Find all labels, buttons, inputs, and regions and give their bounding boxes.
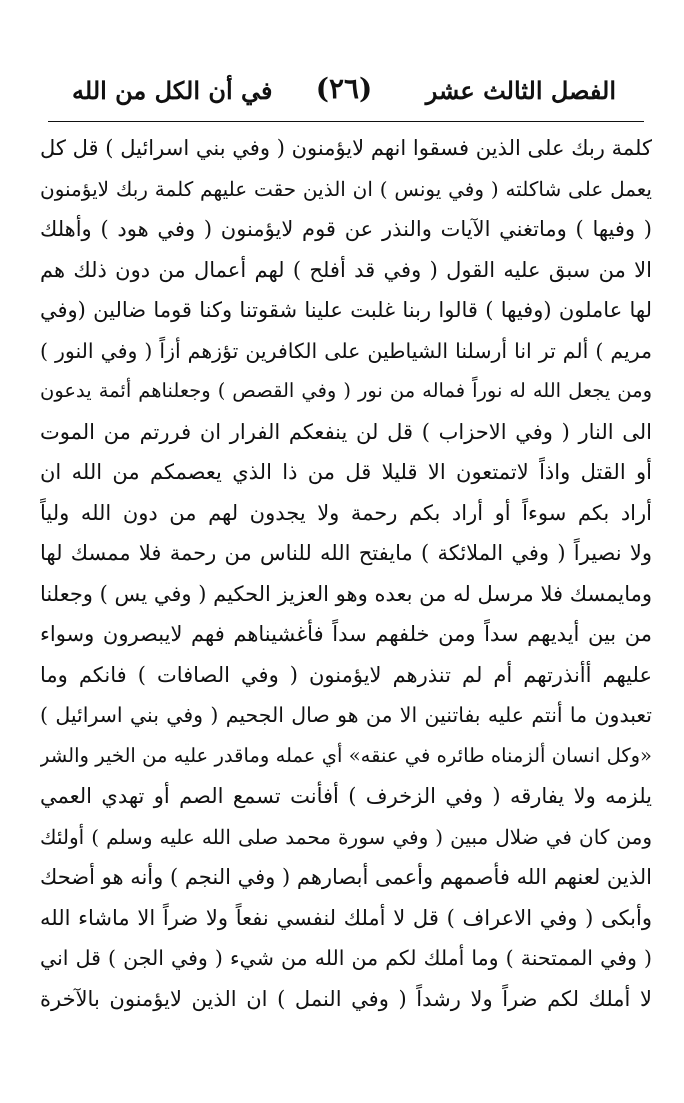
text-line: مريم ) ألم تر انا أرسلنا الشياطين على الكافرين تؤزهم أزاً ( وفي النور ) — [40, 338, 652, 363]
text-line: تعبدون ما أنتم عليه بفاتنين الا من هو صال الجحيم ( وفي بني اسرائيل ) — [40, 703, 652, 727]
body-text — [40, 128, 652, 1019]
text-line: ومن يجعل الله له نوراً فماله من نور ( وفي القصص ) وجعلناهم أئمة يدعون — [40, 379, 652, 402]
text-line: أراد بكم سوءاً أو أراد بكم رحمة ولا يجدون لهم من دون الله ولياً — [40, 500, 652, 525]
text-line: وأبكى ( وفي الاعراف ) قل لا أملك لنفسي نفعاً ولا ضراً الا ماشاء الله — [40, 905, 652, 930]
page-number: (٢٦) — [315, 72, 373, 105]
text-line: الا من سبق عليه القول ( وفي قد أفلح ) لهم أعمال من دون ذلك هم — [40, 257, 652, 282]
text-line: لا أملك لكم ضراً ولا رشداً ( وفي النمل ) ان الذين لايؤمنون بالآخرة — [40, 986, 652, 1011]
running-header — [72, 72, 616, 116]
text-line: يلزمه ولا يفارقه ( وفي الزخرف ) أفأنت تسمع الصم أو تهدي العمي — [40, 784, 652, 808]
text-line: من بين أيديهم سداً ومن خلفهم سداً فأغشيناهم فهم لايبصرون وسواء — [40, 622, 652, 646]
header-rule — [48, 121, 644, 122]
text-line: الذين لعنهم الله فأصمهم وأعمى أبصارهم ( وفي النجم ) وأنه هو أضحك — [40, 865, 652, 889]
text-line: ( وفي الممتحنة ) وما أملك لكم من الله من شيء ( وفي الجن ) قل اني — [40, 946, 652, 970]
text-line: عليهم أأنذرتهم أم لم تنذرهم لايؤمنون ( وفي الصافات ) فانكم وما — [40, 662, 652, 687]
section-topic: في أن الكل من الله — [72, 76, 273, 105]
text-line: كلمة ربك على الذين فسقوا انهم لايؤمنون ( وفي بني اسرائيل ) قل كل — [40, 136, 652, 160]
text-line: ( وفيها ) وماتغني الآيات والنذر عن قوم لايؤمنون ( وفي هود ) وأهلك — [40, 217, 652, 241]
text-line: ومايمسك فلا مرسل له من بعده وهو العزيز الحكيم ( وفي يس ) وجعلنا — [40, 581, 652, 606]
text-line: ولا نصيراً ( وفي الملائكة ) مايفتح الله للناس من رحمة فلا ممسك لها — [40, 541, 652, 565]
text-line: ومن كان في ضلال مبين ( وفي سورة محمد صلى الله عليه وسلم ) أولئك — [40, 824, 652, 849]
chapter-title: الفصل الثالث عشر — [425, 76, 616, 105]
text-line: «وكل انسان ألزمناه طائره في عنقه» أي عمله وماقدر عليه من الخير والشر — [40, 743, 652, 767]
text-line: لها عاملون (وفيها ) قالوا ربنا غلبت علينا شقوتنا وكنا قوما ضالين (وفي — [40, 298, 652, 322]
text-line: الى النار ( وفي الاحزاب ) قل لن ينفعكم الفرار ان فررتم من الموت — [40, 419, 652, 444]
text-line: يعمل على شاكلته ( وفي يونس ) ان الذين حقت عليهم كلمة ربك لايؤمنون — [40, 176, 652, 201]
text-line: أو القتل واذاً لاتمتعون الا قليلا قل من ذا الذي يعصمكم من الله ان — [40, 460, 652, 484]
